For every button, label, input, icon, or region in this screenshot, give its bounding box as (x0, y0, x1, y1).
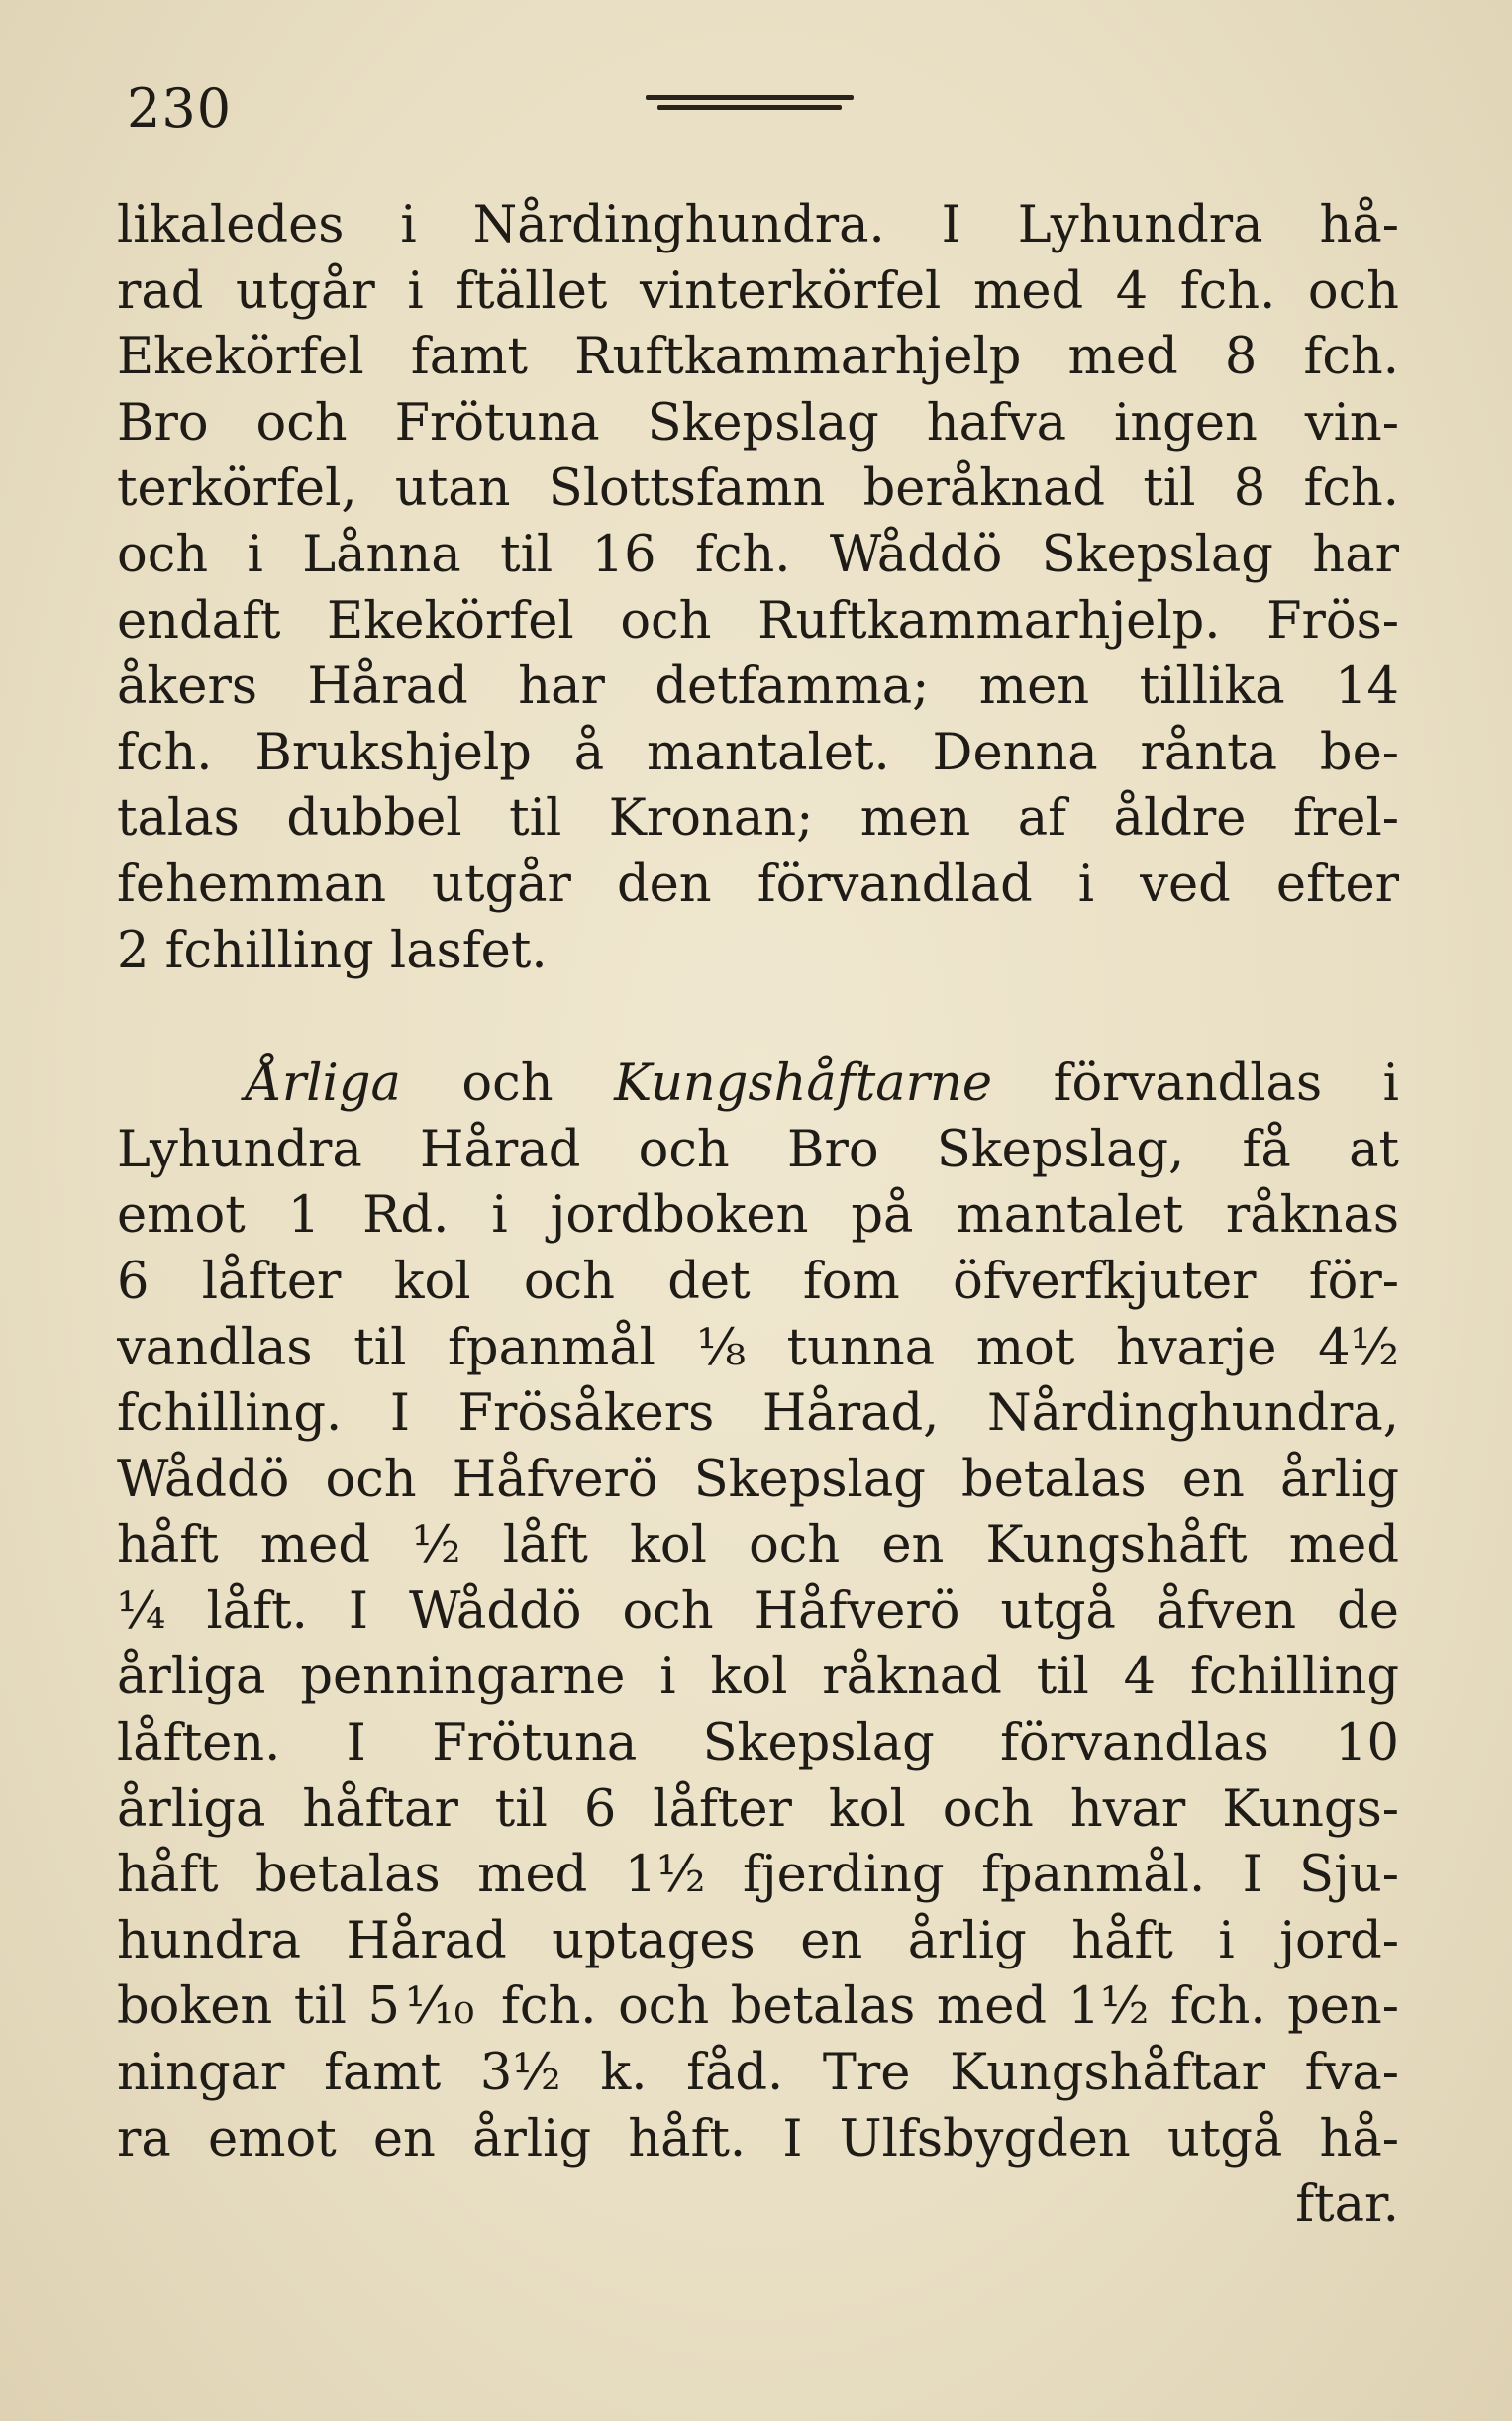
text-line: fchilling. I Frösåkers Hårad, Nårdinghundra, (117, 1384, 1399, 1444)
text-line: rad utgår i ftället vinterkörfel med 4 fch. och (117, 261, 1399, 321)
italic-term: Årliga (246, 1055, 401, 1114)
text-line: ra emot en årlig håft. I Ulfsbygden utgå hå- (117, 2109, 1399, 2169)
text-line-first (117, 1052, 1399, 1118)
text-line: Ekekörfel famt Ruftkammarhjelp med 8 fch. (117, 328, 1399, 387)
text-line: håft betalas med 1½ fjerding fpanmål. I Sju- (117, 1846, 1399, 1905)
body-text (117, 193, 1399, 2239)
text-line: vandlas til fpanmål ⅛ tunna mot hvarje 4½ (117, 1318, 1399, 1377)
text-line: årliga håftar til 6 låfter kol och hvar Kungs- (117, 1779, 1399, 1839)
text-line: talas dubbel til Kronan; men af åldre frel- (117, 789, 1399, 849)
text-line: likaledes i Nårdinghundra. I Lyhundra hå- (117, 196, 1399, 254)
text-line: boken til 5⅒ fch. och betalas med 1½ fch. pen- (117, 1977, 1399, 2037)
text-line: och i Lånna til 16 fch. Wåddö Skepslag har (117, 525, 1399, 584)
paragraph-1 (117, 193, 1399, 984)
paragraph-2 (117, 1052, 1399, 2239)
text-line: åkers Hårad har detfamma; men tillika 14 (117, 657, 1399, 717)
text-line: emot 1 Rd. i jordboken på mantalet råknas (117, 1186, 1399, 1246)
text-line: hundra Hårad uptages en årlig håft i jord- (117, 1911, 1399, 1970)
text-line: Wåddö och Håfverö Skepslag betalas en årlig (117, 1450, 1399, 1509)
text-line: fch. Brukshjelp å mantalet. Denna rånta be- (117, 723, 1399, 782)
text-line: fehemman utgår den förvandlad i ved efter (117, 855, 1399, 914)
text-line: ¼ låft. I Wåddö och Håfverö utgå åfven de (117, 1581, 1399, 1641)
header-ornament (646, 95, 854, 121)
text-line: endaft Ekekörfel och Ruftkammarhjelp. Frös- (117, 591, 1399, 651)
text-line: låften. I Frötuna Skepslag förvandlas 10 (117, 1714, 1399, 1773)
text-line: terkörfel, utan Slottsfamn beråknad til 8 fch. (117, 459, 1399, 519)
italic-term: Kungshåftarne (614, 1055, 993, 1114)
text-line-final: ftar. (1295, 2175, 1399, 2235)
text-line: ningar famt 3½ k. fåd. Tre Kungshåftar fva- (117, 2044, 1399, 2103)
text-line: håft med ½ låft kol och en Kungshåft med (117, 1516, 1399, 1575)
text-fragment: förvandlas i (992, 1055, 1399, 1114)
text-line: årliga penningarne i kol råknad til 4 fchilling (117, 1648, 1399, 1707)
text-line: 2 fchilling lasfet. (117, 921, 548, 980)
page-number: 230 (127, 77, 233, 140)
text-line: Lyhundra Hårad och Bro Skepslag, få at (117, 1120, 1399, 1179)
text-line: Bro och Frötuna Skepslag hafva ingen vin- (117, 393, 1399, 453)
text-fragment: och (400, 1055, 615, 1114)
text-line: 6 låfter kol och det fom öfverfkjuter för- (117, 1252, 1399, 1311)
